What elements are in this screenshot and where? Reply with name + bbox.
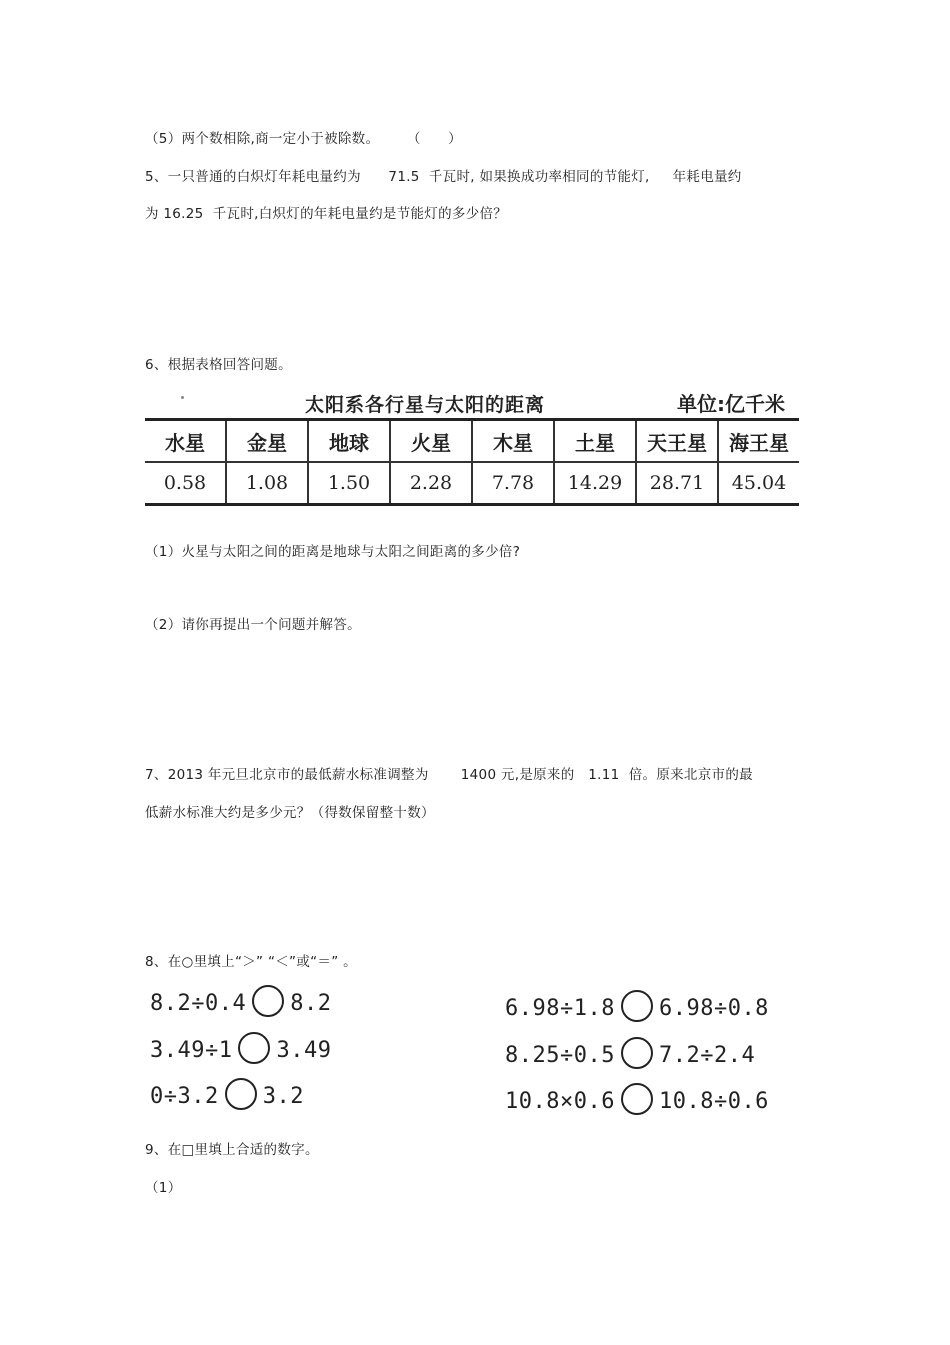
expr-right: 7.2÷2.4	[658, 1043, 756, 1068]
q8-title: 8、在○里填上“＞” “＜”或“＝” 。	[145, 954, 357, 970]
planet-name-cell: 海王星	[718, 420, 799, 463]
expr-right: 8.2	[290, 991, 332, 1016]
expr-right: 6.98÷0.8	[658, 996, 769, 1021]
expr-right: 3.49	[276, 1038, 332, 1063]
planet-name-cell: 水星	[145, 420, 226, 463]
distance-cell: 7.78	[472, 462, 554, 505]
planet-name-cell: 金星	[226, 420, 308, 463]
q6-title: 6、根据表格回答问题。	[145, 357, 292, 373]
planet-name-cell: 天王星	[636, 420, 718, 463]
planet-distance-table	[145, 388, 805, 518]
expr-left: 3.49÷1	[150, 1038, 233, 1063]
answer-circle[interactable]	[225, 1078, 257, 1110]
expr-left: 10.8×0.6	[505, 1089, 615, 1114]
compare-left-2	[150, 1035, 331, 1067]
answer-circle[interactable]	[621, 1037, 653, 1069]
table-title: 太阳系各行星与太阳的距离	[305, 394, 546, 416]
answer-circle[interactable]	[252, 985, 284, 1017]
distance-cell: 1.08	[226, 462, 308, 505]
distance-cell: 0.58	[145, 462, 226, 505]
answer-circle[interactable]	[621, 990, 653, 1022]
q7-line-2: 低薪水标准大约是多少元？（得数保留整十数）	[145, 805, 435, 821]
q4-item-5: （5）两个数相除,商一定小于被除数。 （ ）	[145, 131, 462, 147]
compare-left-3	[150, 1081, 304, 1113]
compare-left-1	[150, 988, 331, 1020]
q5-line-1: 5、一只普通的白炽灯年耗电量约为 71.5 千瓦时, 如果换成功率相同的节能灯, 年耗电量约	[145, 169, 742, 185]
answer-circle[interactable]	[621, 1083, 653, 1115]
distance-cell: 14.29	[554, 462, 636, 505]
q9-sub-1: （1）	[145, 1180, 182, 1196]
distance-cell: 2.28	[390, 462, 472, 505]
planet-name-cell: 木星	[472, 420, 554, 463]
compare-right-2	[505, 1040, 755, 1072]
planet-name-cell: 火星	[390, 420, 472, 463]
expr-left: 0÷3.2	[150, 1084, 219, 1109]
table-header-row	[145, 420, 799, 463]
planet-name-cell: 土星	[554, 420, 636, 463]
expr-left: 8.25÷0.5	[505, 1043, 615, 1068]
q6-sub-1: （1）火星与太阳之间的距离是地球与太阳之间距离的多少倍?	[145, 544, 521, 560]
distance-cell: 1.50	[308, 462, 390, 505]
compare-right-3	[505, 1086, 769, 1118]
table-unit: 单位:亿千米	[677, 392, 785, 416]
scan-dot	[181, 396, 184, 399]
expr-right: 3.2	[262, 1084, 304, 1109]
distance-cell: 45.04	[718, 462, 799, 505]
expr-right: 10.8÷0.6	[658, 1089, 769, 1114]
planet-table	[145, 418, 799, 506]
q9-title: 9、在□里填上合适的数字。	[145, 1142, 319, 1158]
expr-left: 6.98÷1.8	[505, 996, 615, 1021]
compare-right-1	[505, 993, 769, 1025]
table-value-row	[145, 462, 799, 505]
expr-left: 8.2÷0.4	[150, 991, 247, 1016]
q5-line-2: 为 16.25 千瓦时,白炽灯的年耗电量约是节能灯的多少倍？	[145, 206, 508, 222]
distance-cell: 28.71	[636, 462, 718, 505]
answer-circle[interactable]	[238, 1032, 270, 1064]
q7-line-1: 7、2013 年元旦北京市的最低薪水标准调整为 1400 元,是原来的 1.11 倍。原来北京市的最	[145, 767, 753, 783]
q6-sub-2: （2）请你再提出一个问题并解答。	[145, 617, 361, 633]
planet-name-cell: 地球	[308, 420, 390, 463]
